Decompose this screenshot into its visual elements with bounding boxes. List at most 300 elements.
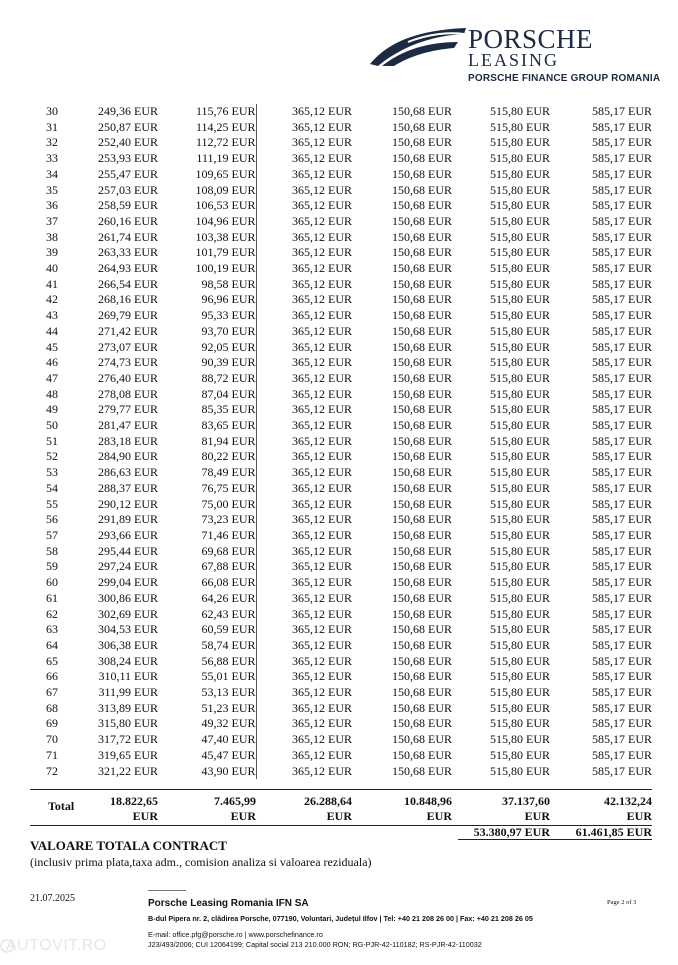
- table-row: [30, 449, 652, 465]
- amount-cell: 150,68 EUR: [392, 685, 452, 700]
- amount-cell: 150,68 EUR: [392, 559, 452, 574]
- amount-cell: 585,17 EUR: [592, 402, 652, 417]
- installment-number: 71: [46, 747, 58, 762]
- amount-cell: 515,80 EUR: [490, 182, 550, 197]
- installment-number: 37: [46, 213, 58, 228]
- amount-cell: 515,80 EUR: [490, 198, 550, 213]
- amount-cell: 365,12 EUR: [256, 701, 352, 717]
- amount-cell: 365,12 EUR: [256, 292, 352, 308]
- table-row: [30, 402, 652, 418]
- amount-cell: 150,68 EUR: [392, 622, 452, 637]
- table-row: [30, 559, 652, 575]
- table-row: [30, 167, 652, 183]
- table-row: [30, 512, 652, 528]
- amount-cell: 150,68 EUR: [392, 276, 452, 291]
- amount-cell: 515,80 EUR: [490, 559, 550, 574]
- amount-cell: 515,80 EUR: [490, 496, 550, 511]
- amount-cell: 150,68 EUR: [392, 213, 452, 228]
- amount-cell: 66,08 EUR: [201, 575, 256, 590]
- amount-cell: 585,17 EUR: [592, 637, 652, 652]
- table-row: [30, 528, 652, 544]
- page-number: Page 2 of 3: [607, 899, 637, 906]
- amount-cell: 585,17 EUR: [592, 575, 652, 590]
- amount-cell: 585,17 EUR: [592, 622, 652, 637]
- amount-cell: 150,68 EUR: [392, 527, 452, 542]
- amount-cell: 299,04 EUR: [98, 575, 158, 590]
- amount-cell: 365,12 EUR: [256, 324, 352, 340]
- amount-cell: 75,00 EUR: [201, 496, 256, 511]
- installment-number: 61: [46, 590, 58, 605]
- amount-cell: 585,17 EUR: [592, 355, 652, 370]
- installment-number: 32: [46, 135, 58, 150]
- amount-cell: 585,17 EUR: [592, 685, 652, 700]
- table-row: [30, 465, 652, 481]
- amount-cell: 585,17 EUR: [592, 449, 652, 464]
- installment-number: 57: [46, 527, 58, 542]
- table-row: [30, 575, 652, 591]
- amount-cell: 83,65 EUR: [201, 418, 256, 433]
- amount-cell: 365,12 EUR: [256, 764, 352, 780]
- amount-cell: 515,80 EUR: [490, 685, 550, 700]
- installment-number: 50: [46, 418, 58, 433]
- amount-cell: 295,44 EUR: [98, 543, 158, 558]
- amount-cell: 585,17 EUR: [592, 135, 652, 150]
- amount-cell: 93,70 EUR: [201, 323, 256, 338]
- amount-cell: 585,17 EUR: [592, 308, 652, 323]
- amount-cell: 315,80 EUR: [98, 716, 158, 731]
- brand-name: PORSCHE: [468, 24, 594, 54]
- amount-cell: 365,12 EUR: [256, 167, 352, 183]
- table-row: [30, 292, 652, 308]
- amount-cell: 255,47 EUR: [98, 166, 158, 181]
- amount-cell: 515,80 EUR: [490, 716, 550, 731]
- amount-cell: 150,68 EUR: [392, 496, 452, 511]
- totals-block: [30, 789, 652, 839]
- table-row: [30, 622, 652, 638]
- amount-cell: 87,04 EUR: [201, 386, 256, 401]
- amount-cell: 268,16 EUR: [98, 292, 158, 307]
- amount-cell: 515,80 EUR: [490, 292, 550, 307]
- installment-number: 70: [46, 732, 58, 747]
- amount-cell: 365,12 EUR: [256, 198, 352, 214]
- payment-schedule-table: [30, 104, 652, 779]
- amount-cell: 284,90 EUR: [98, 449, 158, 464]
- amount-cell: 67,88 EUR: [201, 559, 256, 574]
- table-row: [30, 638, 652, 654]
- amount-cell: 515,80 EUR: [490, 386, 550, 401]
- amount-cell: 585,17 EUR: [592, 119, 652, 134]
- amount-cell: 109,65 EUR: [195, 166, 256, 181]
- installment-number: 40: [46, 261, 58, 276]
- installment-number: 43: [46, 308, 58, 323]
- amount-cell: 365,12 EUR: [256, 387, 352, 403]
- amount-cell: 585,17 EUR: [592, 653, 652, 668]
- amount-cell: 103,38 EUR: [195, 229, 256, 244]
- installment-number: 63: [46, 622, 58, 637]
- amount-cell: 365,12 EUR: [256, 465, 352, 481]
- watermark-text: AUTOVIT.RO: [6, 937, 107, 954]
- amount-cell: 252,40 EUR: [98, 135, 158, 150]
- amount-cell: 43,90 EUR: [201, 763, 256, 778]
- amount-cell: 150,68 EUR: [392, 449, 452, 464]
- amount-cell: 269,79 EUR: [98, 308, 158, 323]
- table-row: [30, 198, 652, 214]
- total-value: 42.132,24: [604, 794, 652, 808]
- amount-cell: 95,33 EUR: [201, 308, 256, 323]
- amount-cell: 365,12 EUR: [256, 716, 352, 732]
- amount-cell: 150,68 EUR: [392, 543, 452, 558]
- total-currency: EUR: [230, 809, 256, 823]
- amount-cell: 150,68 EUR: [392, 308, 452, 323]
- amount-cell: 279,77 EUR: [98, 402, 158, 417]
- amount-cell: 585,17 EUR: [592, 182, 652, 197]
- amount-cell: 365,12 EUR: [256, 402, 352, 418]
- amount-cell: 515,80 EUR: [490, 747, 550, 762]
- table-row: [30, 654, 652, 670]
- amount-cell: 150,68 EUR: [392, 402, 452, 417]
- table-row: [30, 387, 652, 403]
- amount-cell: 365,12 EUR: [256, 591, 352, 607]
- amount-cell: 288,37 EUR: [98, 480, 158, 495]
- amount-cell: 150,68 EUR: [392, 716, 452, 731]
- table-row: [30, 685, 652, 701]
- amount-cell: 150,68 EUR: [392, 198, 452, 213]
- amount-cell: 293,66 EUR: [98, 527, 158, 542]
- amount-cell: 365,12 EUR: [256, 371, 352, 387]
- amount-cell: 321,22 EUR: [98, 763, 158, 778]
- amount-cell: 101,79 EUR: [195, 245, 256, 260]
- table-row: [30, 481, 652, 497]
- amount-cell: 585,17 EUR: [592, 606, 652, 621]
- amount-cell: 69,68 EUR: [201, 543, 256, 558]
- amount-cell: 150,68 EUR: [392, 135, 452, 150]
- table-row: [30, 701, 652, 717]
- amount-cell: 365,12 EUR: [256, 622, 352, 638]
- amount-cell: 150,68 EUR: [392, 575, 452, 590]
- amount-cell: 365,12 EUR: [256, 449, 352, 465]
- amount-cell: 276,40 EUR: [98, 370, 158, 385]
- installment-number: 65: [46, 653, 58, 668]
- installment-number: 62: [46, 606, 58, 621]
- table-row: [30, 732, 652, 748]
- amount-cell: 365,12 EUR: [256, 481, 352, 497]
- amount-cell: 365,12 EUR: [256, 654, 352, 670]
- installment-number: 59: [46, 559, 58, 574]
- amount-cell: 365,12 EUR: [256, 512, 352, 528]
- amount-cell: 585,17 EUR: [592, 166, 652, 181]
- amount-cell: 515,80 EUR: [490, 355, 550, 370]
- amount-cell: 308,24 EUR: [98, 653, 158, 668]
- amount-cell: 273,07 EUR: [98, 339, 158, 354]
- amount-cell: 515,80 EUR: [490, 449, 550, 464]
- amount-cell: 150,68 EUR: [392, 732, 452, 747]
- amount-cell: 290,12 EUR: [98, 496, 158, 511]
- table-row: [30, 371, 652, 387]
- amount-cell: 585,17 EUR: [592, 276, 652, 291]
- amount-cell: 266,54 EUR: [98, 276, 158, 291]
- contract-total-underline: [458, 839, 652, 840]
- amount-cell: 115,76 EUR: [195, 104, 256, 118]
- amount-cell: 112,72 EUR: [195, 135, 256, 150]
- amount-cell: 249,36 EUR: [98, 104, 158, 118]
- amount-cell: 515,80 EUR: [490, 135, 550, 150]
- amount-cell: 515,80 EUR: [490, 402, 550, 417]
- table-row: [30, 261, 652, 277]
- installment-number: 33: [46, 151, 58, 166]
- amount-cell: 80,22 EUR: [201, 449, 256, 464]
- amount-cell: 585,17 EUR: [592, 104, 652, 118]
- amount-cell: 274,73 EUR: [98, 355, 158, 370]
- contract-value-title: VALOARE TOTALA CONTRACT: [30, 838, 227, 853]
- amount-cell: 365,12 EUR: [256, 559, 352, 575]
- amount-cell: 304,53 EUR: [98, 622, 158, 637]
- table-row: [30, 120, 652, 136]
- amount-cell: 281,47 EUR: [98, 418, 158, 433]
- amount-cell: 585,17 EUR: [592, 198, 652, 213]
- amount-cell: 585,17 EUR: [592, 261, 652, 276]
- amount-cell: 310,11 EUR: [98, 669, 158, 684]
- amount-cell: 515,80 EUR: [490, 465, 550, 480]
- amount-cell: 585,17 EUR: [592, 323, 652, 338]
- amount-cell: 150,68 EUR: [392, 245, 452, 260]
- table-row: [30, 748, 652, 764]
- installment-number: 41: [46, 276, 58, 291]
- table-row: [30, 340, 652, 356]
- table-row: [30, 607, 652, 623]
- amount-cell: 365,12 EUR: [256, 497, 352, 513]
- amount-cell: 150,68 EUR: [392, 480, 452, 495]
- total-value: 10.848,96: [404, 794, 452, 808]
- table-row: [30, 764, 652, 780]
- amount-cell: 515,80 EUR: [490, 229, 550, 244]
- amount-cell: 515,80 EUR: [490, 339, 550, 354]
- amount-cell: 515,80 EUR: [490, 669, 550, 684]
- amount-cell: 92,05 EUR: [201, 339, 256, 354]
- amount-cell: 515,80 EUR: [490, 323, 550, 338]
- installment-number: 31: [46, 119, 58, 134]
- amount-cell: 53,13 EUR: [201, 685, 256, 700]
- amount-cell: 585,17 EUR: [592, 559, 652, 574]
- amount-cell: 150,68 EUR: [392, 166, 452, 181]
- installment-number: 38: [46, 229, 58, 244]
- installment-number: 47: [46, 370, 58, 385]
- amount-cell: 365,12 EUR: [256, 544, 352, 560]
- amount-cell: 515,80 EUR: [490, 166, 550, 181]
- amount-cell: 150,68 EUR: [392, 104, 452, 118]
- table-row: [30, 230, 652, 246]
- amount-cell: 515,80 EUR: [490, 606, 550, 621]
- amount-cell: 515,80 EUR: [490, 370, 550, 385]
- amount-cell: 150,68 EUR: [392, 182, 452, 197]
- amount-cell: 278,08 EUR: [98, 386, 158, 401]
- amount-cell: 585,17 EUR: [592, 433, 652, 448]
- installment-number: 49: [46, 402, 58, 417]
- installment-number: 42: [46, 292, 58, 307]
- amount-cell: 150,68 EUR: [392, 292, 452, 307]
- amount-cell: 515,80 EUR: [490, 104, 550, 118]
- amount-cell: 515,80 EUR: [490, 276, 550, 291]
- amount-cell: 263,33 EUR: [98, 245, 158, 260]
- installment-number: 69: [46, 716, 58, 731]
- amount-cell: 150,68 EUR: [392, 637, 452, 652]
- amount-cell: 585,17 EUR: [592, 151, 652, 166]
- amount-cell: 49,32 EUR: [201, 716, 256, 731]
- footer-registry: J23/493/2006; CUI 12064199; Capital social 213 210.000 RON; RG-PJR-42-110182; RS-PJR-42-110032: [148, 940, 482, 949]
- amount-cell: 365,12 EUR: [256, 685, 352, 701]
- amount-cell: 365,12 EUR: [256, 245, 352, 261]
- amount-cell: 585,17 EUR: [592, 669, 652, 684]
- amount-cell: 365,12 EUR: [256, 261, 352, 277]
- installment-number: 39: [46, 245, 58, 260]
- amount-cell: 365,12 EUR: [256, 418, 352, 434]
- total-value: 7.465,99: [214, 794, 256, 808]
- amount-cell: 515,80 EUR: [490, 590, 550, 605]
- amount-cell: 585,17 EUR: [592, 213, 652, 228]
- amount-cell: 585,17 EUR: [592, 512, 652, 527]
- amount-cell: 515,80 EUR: [490, 480, 550, 495]
- amount-cell: 365,12 EUR: [256, 135, 352, 151]
- amount-cell: 515,80 EUR: [490, 512, 550, 527]
- amount-cell: 317,72 EUR: [98, 732, 158, 747]
- footer-email: E-mail: office.pfg@porsche.ro | www.porschefinance.ro: [148, 930, 323, 939]
- brand-sub: LEASING: [468, 50, 559, 70]
- amount-cell: 150,68 EUR: [392, 700, 452, 715]
- amount-cell: 365,12 EUR: [256, 340, 352, 356]
- amount-cell: 585,17 EUR: [592, 245, 652, 260]
- amount-cell: 64,26 EUR: [201, 590, 256, 605]
- amount-cell: 585,17 EUR: [592, 370, 652, 385]
- amount-cell: 313,89 EUR: [98, 700, 158, 715]
- installment-number: 72: [46, 763, 58, 778]
- amount-cell: 365,12 EUR: [256, 575, 352, 591]
- amount-cell: 100,19 EUR: [195, 261, 256, 276]
- amount-cell: 71,46 EUR: [201, 527, 256, 542]
- document-header: [0, 0, 678, 98]
- amount-cell: 56,88 EUR: [201, 653, 256, 668]
- installment-number: 68: [46, 700, 58, 715]
- amount-cell: 585,17 EUR: [592, 747, 652, 762]
- amount-cell: 365,12 EUR: [256, 183, 352, 199]
- table-row: [30, 214, 652, 230]
- amount-cell: 515,80 EUR: [490, 433, 550, 448]
- amount-cell: 264,93 EUR: [98, 261, 158, 276]
- amount-cell: 150,68 EUR: [392, 151, 452, 166]
- table-row: [30, 308, 652, 324]
- amount-cell: 271,42 EUR: [98, 323, 158, 338]
- amount-cell: 585,17 EUR: [592, 339, 652, 354]
- amount-cell: 257,03 EUR: [98, 182, 158, 197]
- amount-cell: 515,80 EUR: [490, 622, 550, 637]
- amount-cell: 150,68 EUR: [392, 386, 452, 401]
- amount-cell: 78,49 EUR: [201, 465, 256, 480]
- brand-group: PORSCHE FINANCE GROUP ROMANIA: [468, 73, 661, 84]
- amount-cell: 365,12 EUR: [256, 638, 352, 654]
- table-row: [30, 355, 652, 371]
- amount-cell: 104,96 EUR: [195, 213, 256, 228]
- amount-cell: 585,17 EUR: [592, 527, 652, 542]
- installment-number: 54: [46, 480, 58, 495]
- amount-cell: 258,59 EUR: [98, 198, 158, 213]
- amount-cell: 106,53 EUR: [195, 198, 256, 213]
- amount-cell: 55,01 EUR: [201, 669, 256, 684]
- amount-cell: 260,16 EUR: [98, 213, 158, 228]
- porsche-swoosh-icon: [368, 22, 468, 68]
- table-row: [30, 434, 652, 450]
- amount-cell: 585,17 EUR: [592, 292, 652, 307]
- contract-total-value: 53.380,97 EUR: [473, 825, 550, 839]
- total-currency: EUR: [132, 809, 158, 823]
- amount-cell: 150,68 EUR: [392, 119, 452, 134]
- table-row: [30, 151, 652, 167]
- amount-cell: 515,80 EUR: [490, 543, 550, 558]
- table-row: [30, 135, 652, 151]
- amount-cell: 62,43 EUR: [201, 606, 256, 621]
- installment-number: 56: [46, 512, 58, 527]
- amount-cell: 515,80 EUR: [490, 637, 550, 652]
- installment-number: 35: [46, 182, 58, 197]
- amount-cell: 365,12 EUR: [256, 151, 352, 167]
- installment-number: 66: [46, 669, 58, 684]
- table-row: [30, 591, 652, 607]
- amount-cell: 58,74 EUR: [201, 637, 256, 652]
- amount-cell: 515,80 EUR: [490, 653, 550, 668]
- amount-cell: 365,12 EUR: [256, 355, 352, 371]
- amount-cell: 60,59 EUR: [201, 622, 256, 637]
- amount-cell: 150,68 EUR: [392, 747, 452, 762]
- amount-cell: 515,80 EUR: [490, 119, 550, 134]
- amount-cell: 81,94 EUR: [201, 433, 256, 448]
- amount-cell: 150,68 EUR: [392, 418, 452, 433]
- amount-cell: 585,17 EUR: [592, 590, 652, 605]
- amount-cell: 150,68 EUR: [392, 370, 452, 385]
- amount-cell: 515,80 EUR: [490, 763, 550, 778]
- amount-cell: 47,40 EUR: [201, 732, 256, 747]
- amount-cell: 250,87 EUR: [98, 119, 158, 134]
- amount-cell: 98,58 EUR: [201, 276, 256, 291]
- amount-cell: 73,23 EUR: [201, 512, 256, 527]
- amount-cell: 365,12 EUR: [256, 434, 352, 450]
- amount-cell: 515,80 EUR: [490, 213, 550, 228]
- installment-number: 67: [46, 685, 58, 700]
- amount-cell: 150,68 EUR: [392, 339, 452, 354]
- table-row: [30, 716, 652, 732]
- amount-cell: 150,68 EUR: [392, 433, 452, 448]
- amount-cell: 90,39 EUR: [201, 355, 256, 370]
- amount-cell: 96,96 EUR: [201, 292, 256, 307]
- amount-cell: 365,12 EUR: [256, 669, 352, 685]
- amount-cell: 365,12 EUR: [256, 214, 352, 230]
- amount-cell: 365,12 EUR: [256, 607, 352, 623]
- amount-cell: 253,93 EUR: [98, 151, 158, 166]
- amount-cell: 585,17 EUR: [592, 496, 652, 511]
- installment-number: 52: [46, 449, 58, 464]
- schedule-body: [30, 104, 652, 779]
- amount-cell: 150,68 EUR: [392, 669, 452, 684]
- total-value: 37.137,60: [502, 794, 550, 808]
- installment-number: 64: [46, 637, 58, 652]
- amount-cell: 585,17 EUR: [592, 386, 652, 401]
- amount-cell: 150,68 EUR: [392, 590, 452, 605]
- amount-cell: 365,12 EUR: [256, 308, 352, 324]
- amount-cell: 286,63 EUR: [98, 465, 158, 480]
- amount-cell: 515,80 EUR: [490, 245, 550, 260]
- amount-cell: 365,12 EUR: [256, 277, 352, 293]
- amount-cell: 76,75 EUR: [201, 480, 256, 495]
- installment-number: 51: [46, 433, 58, 448]
- table-row: [30, 418, 652, 434]
- amount-cell: 51,23 EUR: [201, 700, 256, 715]
- total-currency: EUR: [326, 809, 352, 823]
